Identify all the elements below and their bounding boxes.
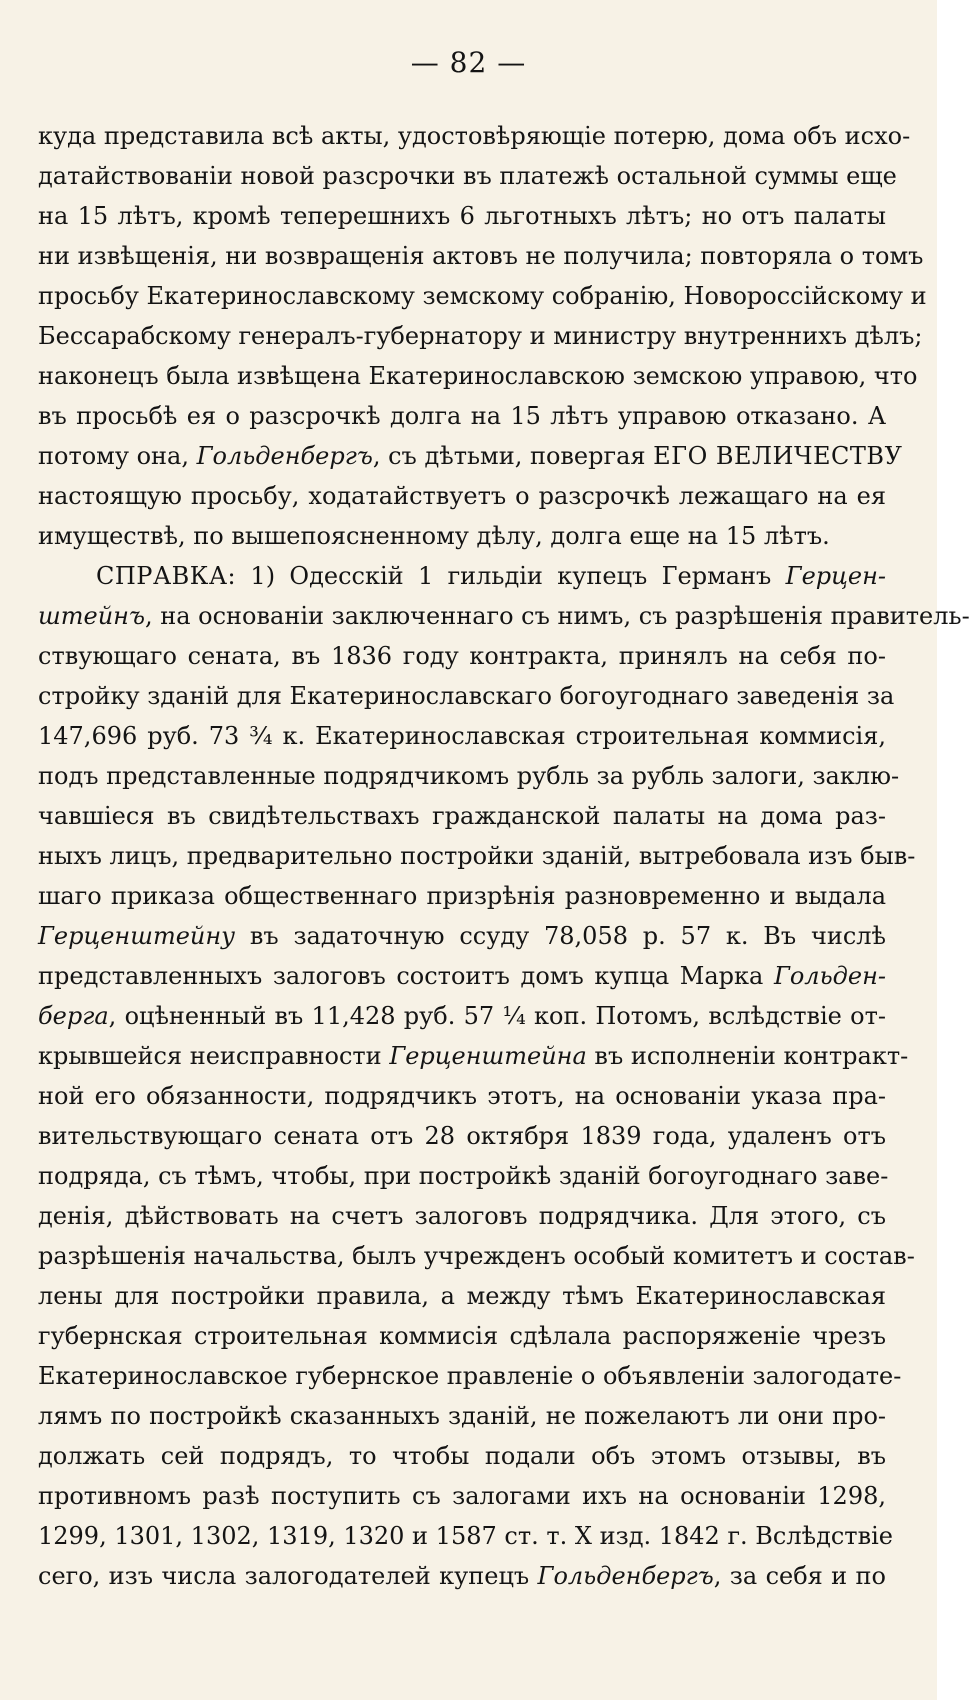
reference-label: СПРАВКА:	[96, 562, 237, 590]
surname-italic: Герценштейну	[38, 922, 236, 950]
text-line: на 15 лѣтъ, кромѣ теперешнихъ 6 льготныхъ лѣтъ; но отъ палаты	[38, 202, 886, 230]
text-line: стройку зданій для Екатеринославскаго богоугоднаго заведенія за	[38, 682, 895, 710]
text-line: разрѣшенія начальства, былъ учрежденъ особый комитетъ и состав-	[38, 1242, 915, 1270]
surname-italic: Герценштейна	[389, 1042, 587, 1070]
text-run: 1) Одесскій 1 гильдіи купецъ Германъ	[236, 562, 786, 590]
body-text	[38, 116, 970, 1596]
surname-italic: штейнъ	[38, 602, 145, 630]
text-line	[38, 596, 970, 636]
text-line: 1299, 1301, 1302, 1319, 1320 и 1587 ст. т. X изд. 1842 г. Вслѣдствіе	[38, 1522, 893, 1550]
text-line: просьбу Екатеринославскому земскому собранію, Новороссійскому и	[38, 282, 927, 310]
text-line	[38, 436, 903, 476]
text-run: , за себя и по	[713, 1562, 887, 1590]
surname-italic: берга	[38, 1002, 109, 1030]
text-line	[38, 1036, 909, 1076]
text-line: должать сей подрядъ, то чтобы подали объ этомъ отзывы, въ	[38, 1442, 886, 1470]
text-run: сего, изъ числа залогодателей купецъ	[38, 1562, 538, 1590]
text-run: крывшейся неисправности	[38, 1042, 390, 1070]
text-line: ныхъ лицъ, предварительно постройки зданій, вытребовала изъ быв-	[38, 842, 916, 870]
text-line: подъ представленные подрядчикомъ рубль за рубль залоги, заклю-	[38, 762, 900, 790]
text-line	[38, 1556, 886, 1596]
text-line: ствующаго сената, въ 1836 году контракта, принялъ на себя по-	[38, 642, 886, 670]
text-line: куда представила всѣ акты, удостовѣряющіе потерю, дома объ исхо-	[38, 122, 911, 150]
text-line: Екатеринославское губернское правленіе о объявленіи залогодате-	[38, 1362, 902, 1390]
text-run: , оцѣненный въ 11,428 руб. 57 ¼ коп. Потомъ, вслѣдствіе от-	[108, 1002, 886, 1030]
text-line	[38, 956, 886, 996]
text-run: потому она,	[38, 442, 197, 470]
text-line: ни извѣщенія, ни возвращенія актовъ не получила; повторяла о томъ	[38, 242, 924, 270]
text-line: Бессарабскому генералъ-губернатору и министру внутреннихъ дѣлъ;	[38, 322, 923, 350]
text-line: въ просьбѣ ея о разсрочкѣ долга на 15 лѣтъ управою отказано. А	[38, 402, 886, 430]
text-line: лямъ по постройкѣ сказанныхъ зданій, не пожелаютъ ли они про-	[38, 1402, 886, 1430]
text-line: губернская строительная коммисія сдѣлала распоряженіе чрезъ	[38, 1322, 886, 1350]
text-line: датайствованіи новой разсрочки въ платежѣ остальной суммы еще	[38, 162, 897, 190]
surname-italic: Гольденбергъ	[537, 1562, 714, 1590]
majesty-caps: ЕГО ВЕЛИЧЕСТВУ	[653, 442, 903, 470]
text-line: шаго приказа общественнаго призрѣнія разновременно и выдала	[38, 882, 886, 910]
text-run: представленныхъ залоговъ состоитъ домъ купца Марка	[38, 962, 774, 990]
text-line: денія, дѣйствовать на счетъ залоговъ подрядчика. Для этого, съ	[38, 1202, 886, 1230]
text-line: 147,696 руб. 73 ¾ к. Екатеринославская строительная коммисія,	[38, 722, 886, 750]
text-line	[38, 916, 886, 956]
text-line: лены для постройки правила, а между тѣмъ Екатеринославская	[38, 1282, 886, 1310]
text-run: , на основаніи заключеннаго съ нимъ, съ разрѣшенія правитель-	[144, 602, 970, 630]
surname-italic: Герцен-	[785, 562, 886, 590]
text-line: противномъ разѣ поступить съ залогами ихъ на основаніи 1298,	[38, 1482, 886, 1510]
text-line: наконецъ была извѣщена Екатеринославскою земскою управою, что	[38, 362, 918, 390]
surname-italic: Гольденбергъ	[196, 442, 373, 470]
surname-italic: Гольден-	[773, 962, 886, 990]
page-number: — 82 —	[410, 46, 527, 79]
text-run: въ задаточную ссуду 78,058 р. 57 к. Въ числѣ	[235, 922, 886, 950]
text-line: вительствующаго сената отъ 28 октября 1839 года, удаленъ отъ	[38, 1122, 886, 1150]
text-line	[38, 556, 886, 596]
text-run: въ исполненіи контракт-	[586, 1042, 909, 1070]
text-line	[38, 996, 886, 1036]
text-run: , съ дѣтьми, повергая	[372, 442, 654, 470]
text-line: подряда, съ тѣмъ, чтобы, при постройкѣ зданій богоугоднаго заве-	[38, 1162, 889, 1190]
text-line: чавшіеся въ свидѣтельствахъ гражданской палаты на дома раз-	[38, 802, 886, 830]
text-line: настоящую просьбу, ходатайствуетъ о разсрочкѣ лежащаго на ея	[38, 482, 886, 510]
text-line: ной его обязанности, подрядчикъ этотъ, на основаніи указа пра-	[38, 1082, 886, 1110]
text-line: имуществѣ, по вышепоясненному дѣлу, долга еще на 15 лѣтъ.	[38, 522, 830, 550]
